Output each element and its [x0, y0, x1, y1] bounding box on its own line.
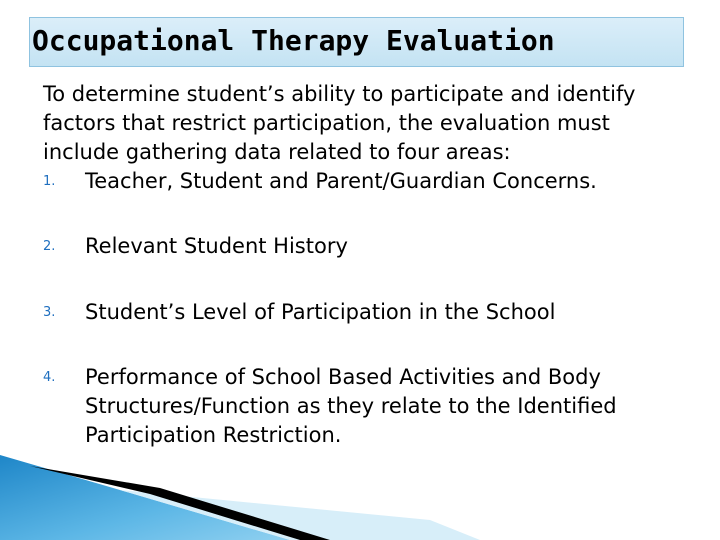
list-item	[43, 363, 683, 450]
list-item	[43, 232, 683, 261]
list-item-text: Performance of School Based Activities and Body Structures/Function as they relate to the Identified Participation Restriction.	[85, 365, 617, 447]
list-number: 1.	[43, 174, 56, 189]
list-item	[43, 298, 683, 327]
intro-paragraph: To determine student’s ability to participate and identify factors that restrict participation, the evaluation must include gathering data related to four areas:	[43, 82, 636, 164]
list-item-text: Teacher, Student and Parent/Guardian Concerns.	[85, 169, 597, 193]
list-number: 3.	[43, 305, 56, 320]
list-number: 4.	[43, 370, 56, 385]
list-item-text: Relevant Student History	[85, 234, 348, 258]
black-swoosh-shape	[30, 466, 330, 540]
title-banner	[29, 17, 684, 67]
list-item-text: Student’s Level of Participation in the School	[85, 300, 556, 324]
slide-body	[43, 80, 683, 450]
list-item	[43, 167, 683, 196]
light-swoosh-shape	[120, 490, 480, 540]
list-number: 2.	[43, 239, 56, 254]
blue-swoosh-shape	[0, 455, 290, 540]
slide-title: Occupational Therapy Evaluation	[32, 24, 555, 57]
